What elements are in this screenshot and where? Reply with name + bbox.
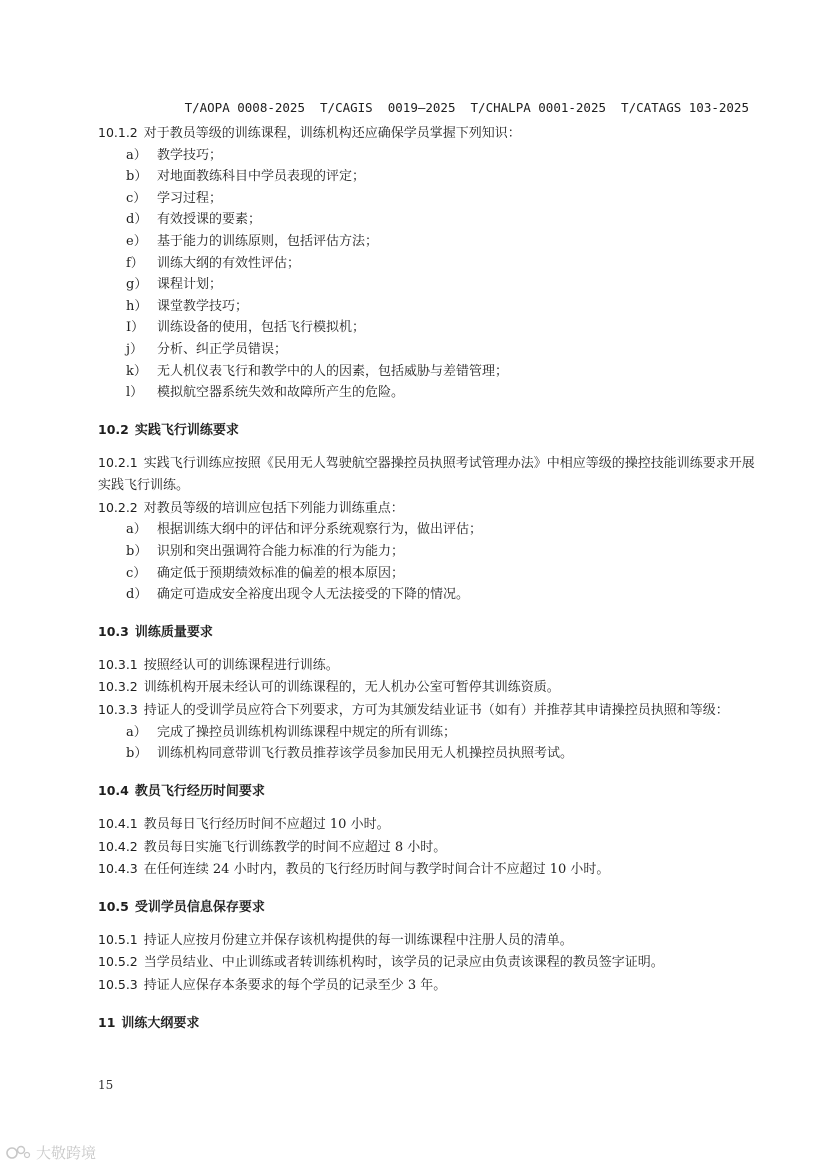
clause-number: 10.2.2: [98, 499, 138, 515]
list-marker: k）: [126, 363, 147, 379]
list-item-text: 识别和突出强调符合能力标准的行为能力；: [157, 543, 405, 559]
clause-text: 按照经认可的训练课程进行训练。: [143, 657, 339, 673]
watermark-text: 大敬跨境: [36, 1144, 97, 1162]
clause-10-5-1: [98, 929, 758, 952]
list-marker: b）: [126, 543, 148, 559]
list-item-text: 课程计划；: [157, 277, 223, 293]
list-marker: a）: [126, 724, 147, 740]
clause-text: 持证人的受训学员应符合下列要求，方可为其颁发结业证书（如有）并推荐其申请操控员执照和等级：: [143, 702, 729, 718]
list-item: [98, 519, 758, 541]
clause-number: 10.2.1: [98, 454, 138, 470]
list-item: [98, 317, 758, 339]
list-item: [98, 722, 758, 744]
list-marker: e）: [126, 233, 147, 249]
list-item-text: 确定低于预期绩效标准的偏差的根本原因；: [157, 565, 405, 581]
section-title: 训练大纲要求: [121, 1015, 200, 1031]
list-item-text: 教学技巧；: [157, 147, 223, 163]
clause-number: 10.4.2: [98, 838, 138, 854]
section-heading-11: [98, 1012, 758, 1035]
clause-10-3-1: [98, 654, 758, 677]
clause-10-3-2: [98, 676, 758, 699]
clause-text: 教员每日飞行经历时间不应超过 10 小时。: [143, 817, 390, 833]
clause-number: 10.3.3: [98, 701, 138, 717]
list-item: [98, 145, 758, 167]
list-10-3-3: [98, 722, 758, 765]
section-number: 11: [98, 1014, 116, 1030]
list-item: [98, 209, 758, 231]
list-item-text: 根据训练大纲中的评估和评分系统观察行为，做出评估；: [157, 522, 483, 538]
clause-text: 实践飞行训练应按照《民用无人驾驶航空器操控员执照考试管理办法》中相应等级的操控技能训练要求开展实践飞行训练。: [98, 455, 755, 493]
section-heading-10-5: [98, 896, 758, 919]
list-marker: a）: [126, 522, 147, 538]
list-item: [98, 274, 758, 296]
list-marker: g）: [126, 277, 148, 293]
section-heading-10-4: [98, 780, 758, 803]
list-10-2-2: [98, 519, 758, 605]
clause-number: 10.4.1: [98, 816, 138, 832]
list-marker: c）: [126, 565, 147, 581]
clause-text: 教员每日实施飞行训练教学的时间不应超过 8 小时。: [143, 839, 447, 855]
list-marker: f）: [126, 255, 144, 271]
section-heading-10-2: [98, 419, 758, 442]
list-marker: h）: [126, 298, 148, 314]
clause-number: 10.5.2: [98, 954, 138, 970]
clause-10-4-3: [98, 858, 758, 881]
clause-10-1-2: [98, 122, 758, 145]
list-item: [98, 296, 758, 318]
clause-number: 10.4.3: [98, 861, 138, 877]
list-item: [98, 743, 758, 765]
list-item-text: 训练机构同意带训飞行教员推荐该学员参加民用无人机操控员执照考试。: [157, 746, 574, 762]
list-10-1-2: [98, 145, 758, 404]
list-item-text: 基于能力的训练原则，包括评估方法；: [157, 233, 379, 249]
section-title: 实践飞行训练要求: [134, 422, 239, 438]
list-item-text: 学习过程；: [157, 190, 223, 206]
list-item: [98, 253, 758, 275]
clause-10-2-2: [98, 497, 758, 520]
watermark: [6, 1142, 96, 1163]
clause-text: 训练机构开展未经认可的训练课程的，无人机办公室可暂停其训练资质。: [143, 680, 560, 696]
list-item: [98, 541, 758, 563]
section-number: 10.5: [98, 898, 129, 914]
list-item: [98, 382, 758, 404]
list-item-text: 训练设备的使用，包括飞行模拟机；: [157, 320, 366, 336]
clause-text: 在任何连续 24 小时内，教员的飞行经历时间与教学时间合计不应超过 10 小时。: [143, 862, 610, 878]
list-marker: c）: [126, 190, 147, 206]
list-marker: I）: [126, 320, 145, 336]
clause-text: 持证人应按月份建立并保存该机构提供的每一训练课程中注册人员的清单。: [143, 932, 573, 948]
clause-text: 对于教员等级的训练课程，训练机构还应确保学员掌握下列知识：: [143, 126, 521, 141]
clause-number: 10.3.2: [98, 679, 138, 695]
list-item: [98, 166, 758, 188]
list-item-text: 确定可造成安全裕度出现令人无法接受的下降的情况。: [157, 587, 470, 603]
list-item: [98, 188, 758, 210]
list-item: [98, 231, 758, 253]
list-marker: d）: [126, 212, 148, 228]
section-number: 10.2: [98, 421, 129, 437]
section-title: 受训学员信息保存要求: [134, 899, 265, 915]
clause-10-2-1: [98, 452, 758, 497]
list-item-text: 完成了操控员训练机构训练课程中规定的所有训练；: [157, 724, 457, 740]
list-item-text: 对地面教练科目中学员表现的评定；: [157, 169, 366, 185]
clause-10-3-3: [98, 699, 758, 722]
list-marker: b）: [126, 746, 148, 762]
list-item-text: 有效授课的要素；: [157, 212, 262, 228]
section-number: 10.3: [98, 623, 129, 639]
clause-number: 10.5.1: [98, 931, 138, 947]
clause-number: 10.5.3: [98, 977, 138, 993]
clause-10-4-2: [98, 836, 758, 859]
list-item-text: 课堂教学技巧；: [157, 298, 249, 314]
watermark-logo-icon: [6, 1144, 32, 1162]
list-marker: d）: [126, 587, 148, 603]
clause-text: 当学员结业、中止训练或者转训练机构时，该学员的记录应由负责该课程的教员签字证明。: [143, 955, 664, 971]
section-title: 训练质量要求: [134, 624, 213, 640]
standard-number-header: T/AOPA 0008-2025 T/CAGIS 0019—2025 T/CHALPA 0001-2025 T/CATAGS 103-2025: [184, 100, 749, 115]
list-marker: j）: [126, 341, 144, 357]
clause-10-4-1: [98, 813, 758, 836]
section-title: 教员飞行经历时间要求: [134, 784, 265, 800]
list-item-text: 训练大纲的有效性评估；: [157, 255, 301, 271]
page-number: 15: [98, 1078, 114, 1092]
clause-10-5-2: [98, 951, 758, 974]
list-item-text: 分析、纠正学员错误；: [157, 341, 288, 357]
page-content: [98, 122, 758, 1045]
list-marker: l）: [126, 385, 144, 401]
clause-number: 10.1.2: [98, 125, 138, 140]
section-heading-10-3: [98, 621, 758, 644]
list-item: [98, 361, 758, 383]
list-marker: b）: [126, 169, 148, 185]
list-item-text: 模拟航空器系统失效和故障所产生的危险。: [157, 385, 405, 401]
clause-text: 对教员等级的培训应包括下列能力训练重点：: [143, 500, 404, 516]
list-item: [98, 339, 758, 361]
clause-number: 10.3.1: [98, 656, 138, 672]
clause-text: 持证人应保存本条要求的每个学员的记录至少 3 年。: [143, 978, 447, 994]
list-item-text: 无人机仪表飞行和教学中的人的因素，包括威胁与差错管理；: [157, 363, 509, 379]
list-item: [98, 563, 758, 585]
list-item: [98, 584, 758, 606]
section-number: 10.4: [98, 783, 129, 799]
clause-10-5-3: [98, 974, 758, 997]
list-marker: a）: [126, 147, 147, 163]
